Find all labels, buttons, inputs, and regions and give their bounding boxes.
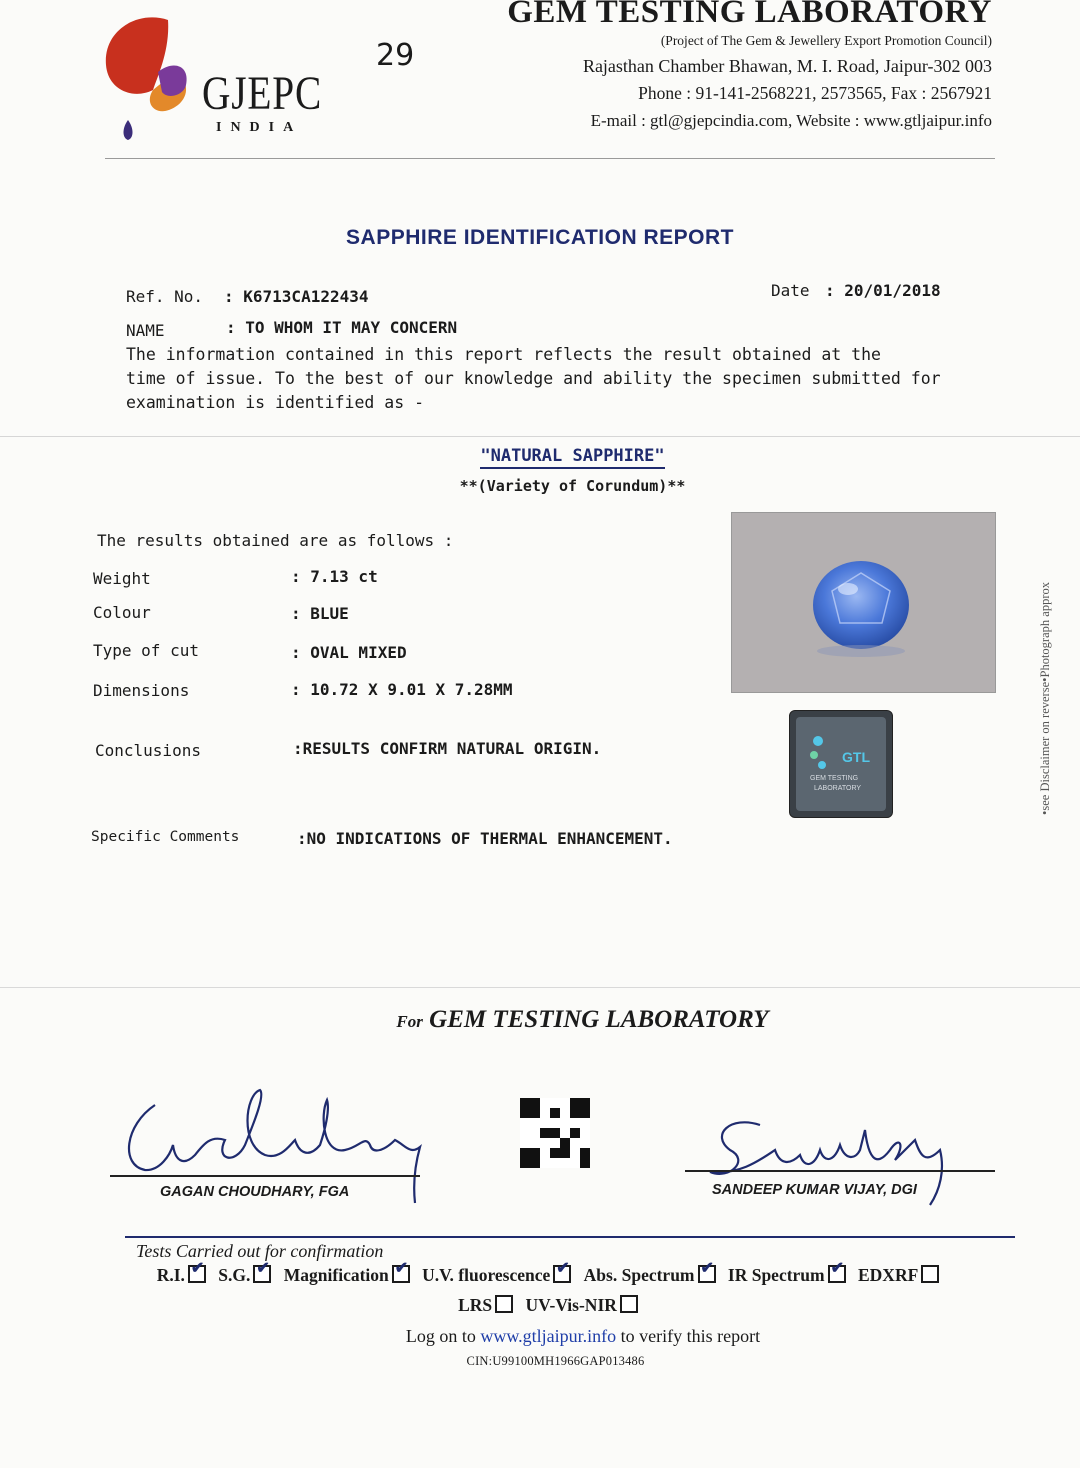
tests-row-1: [0, 1260, 1080, 1286]
test-magnification: [283, 1260, 410, 1286]
phone-line: Phone : 91-141-2568221, 2573565, Fax : 2567921: [638, 83, 992, 103]
sapphire-gem-icon: [732, 513, 995, 692]
comments-value: :NO INDICATIONS OF THERMAL ENHANCEMENT.: [297, 829, 673, 848]
intro-line-3: examination is identified as -: [126, 393, 425, 412]
hologram-line-1: GEM TESTING: [810, 775, 859, 782]
test-abs-spectrum: [583, 1260, 716, 1286]
verify-suffix: to verify this report: [620, 1326, 761, 1346]
logo-subtext: INDIA: [216, 120, 303, 135]
dimensions-label: Dimensions: [93, 681, 190, 700]
test-label: IR Spectrum: [727, 1265, 825, 1285]
checkmark-icon: ✔: [256, 1260, 270, 1277]
test-checkbox: [392, 1260, 410, 1283]
test-uv-vis-nir: [526, 1295, 638, 1316]
logo-text: GJEPC: [202, 67, 323, 120]
test-ir-spectrum: [727, 1260, 846, 1286]
tests-divider: [125, 1236, 1015, 1238]
test-label: U.V. fluorescence: [422, 1265, 551, 1285]
colour-label: Colour: [93, 603, 151, 622]
verify-line: [0, 1326, 1080, 1347]
handwritten-number: 29: [376, 38, 415, 73]
tests-row-2: [0, 1295, 1080, 1316]
test-checkbox: [921, 1265, 939, 1283]
security-hologram: [789, 710, 893, 818]
test-label: Abs. Spectrum: [583, 1265, 695, 1285]
for-prefix: For: [396, 1012, 423, 1031]
ref-value: : K6713CA122434: [224, 287, 369, 306]
verify-prefix: Log on to: [405, 1326, 476, 1346]
intro-line-2: time of issue. To the best of our knowledge and ability the specimen submitted for: [126, 369, 941, 388]
name-label: NAME: [126, 321, 165, 340]
test-checkbox: [620, 1295, 638, 1313]
left-signature-line: [110, 1175, 420, 1177]
test-sg: [218, 1260, 271, 1286]
test-label: R.I.: [156, 1265, 185, 1285]
checkmark-icon: ✔: [394, 1260, 409, 1277]
test-label: LRS: [458, 1295, 493, 1315]
verify-url-link[interactable]: www.gtljaipur.info: [480, 1326, 617, 1346]
test-checkbox: [188, 1260, 206, 1283]
checkmark-icon: ✔: [556, 1260, 570, 1277]
test-checkbox: [698, 1260, 716, 1283]
cut-label: Type of cut: [93, 641, 199, 660]
report-title: SAPPHIRE IDENTIFICATION REPORT: [346, 226, 734, 249]
right-signatory-name: SANDEEP KUMAR VIJAY, DGI: [712, 1182, 917, 1198]
weight-label: Weight: [93, 569, 151, 588]
variety-subtitle: **(Variety of Corundum)**: [459, 477, 686, 495]
results-intro: The results obtained are as follows :: [97, 531, 454, 550]
checkmark-icon: ✔: [830, 1260, 845, 1277]
header-divider: [105, 158, 995, 159]
email-line: E-mail : gtl@gjepcindia.com, Website : www.gtljaipur.info: [590, 111, 992, 130]
test-label: Magnification: [283, 1265, 389, 1285]
test-label: EDXRF: [858, 1265, 919, 1285]
identification-title: [0, 446, 1080, 466]
checkmark-icon: ✔: [700, 1260, 714, 1277]
project-line: (Project of The Gem & Jewellery Export Promotion Council): [660, 33, 992, 48]
qr-code-icon: [520, 1098, 590, 1168]
dimensions-value: : 10.72 X 9.01 X 7.28MM: [291, 680, 513, 699]
butterfly-logo-icon: [98, 10, 208, 150]
cin-number: CIN:U99100MH1966GAP013486: [466, 1354, 645, 1368]
lower-divider: [0, 987, 1080, 988]
conclusions-label: Conclusions: [95, 741, 201, 760]
test-checkbox: [828, 1260, 846, 1283]
left-signatory-name: GAGAN CHOUDHARY, FGA: [160, 1184, 350, 1200]
test-checkbox: [495, 1295, 513, 1313]
test-label: S.G.: [218, 1265, 251, 1285]
test-edxrf: [858, 1265, 939, 1286]
ref-label: Ref. No.: [126, 287, 204, 306]
test-label: UV-Vis-NIR: [525, 1295, 617, 1315]
hologram-line-2: LABORATORY: [814, 785, 862, 792]
conclusions-value: :RESULTS CONFIRM NATURAL ORIGIN.: [293, 739, 602, 758]
for-lab-name: GEM TESTING LABORATORY: [429, 1006, 769, 1033]
comments-label: Specific Comments: [91, 829, 240, 845]
checkmark-icon: ✔: [190, 1260, 205, 1277]
hologram-logo: GTL: [842, 749, 870, 765]
section-divider: [0, 436, 1080, 437]
date-label: Date: [771, 281, 810, 300]
gem-photograph: [731, 512, 996, 693]
test-lrs: [458, 1295, 513, 1316]
cut-value: : OVAL MIXED: [291, 643, 407, 662]
intro-line-1: The information contained in this report reflects the result obtained at the: [126, 345, 881, 364]
intro-paragraph: [126, 343, 1036, 415]
weight-value: : 7.13 ct: [291, 567, 378, 586]
tests-title: Tests Carried out for confirmation: [136, 1241, 384, 1261]
colour-value: : BLUE: [291, 604, 349, 623]
for-lab-line: [0, 1006, 1080, 1034]
gjepc-logo: [98, 10, 328, 150]
disclaimer-side-note: •see Disclaimer on reverse•Photograph approx: [1038, 582, 1052, 815]
test-ri: [156, 1260, 206, 1286]
test-uv-fluorescence: [422, 1260, 571, 1286]
hologram-pattern-icon: [790, 711, 892, 817]
lab-name-heading: GEM TESTING LABORATORY: [507, 0, 992, 30]
right-signature-line: [685, 1170, 995, 1172]
test-checkbox: [253, 1260, 271, 1283]
identification-text: "NATURAL SAPPHIRE": [480, 446, 664, 469]
test-checkbox: [553, 1260, 571, 1283]
name-value: : TO WHOM IT MAY CONCERN: [226, 318, 458, 337]
date-value: : 20/01/2018: [825, 281, 941, 300]
address-line: Rajasthan Chamber Bhawan, M. I. Road, Jaipur-302 003: [582, 56, 992, 76]
